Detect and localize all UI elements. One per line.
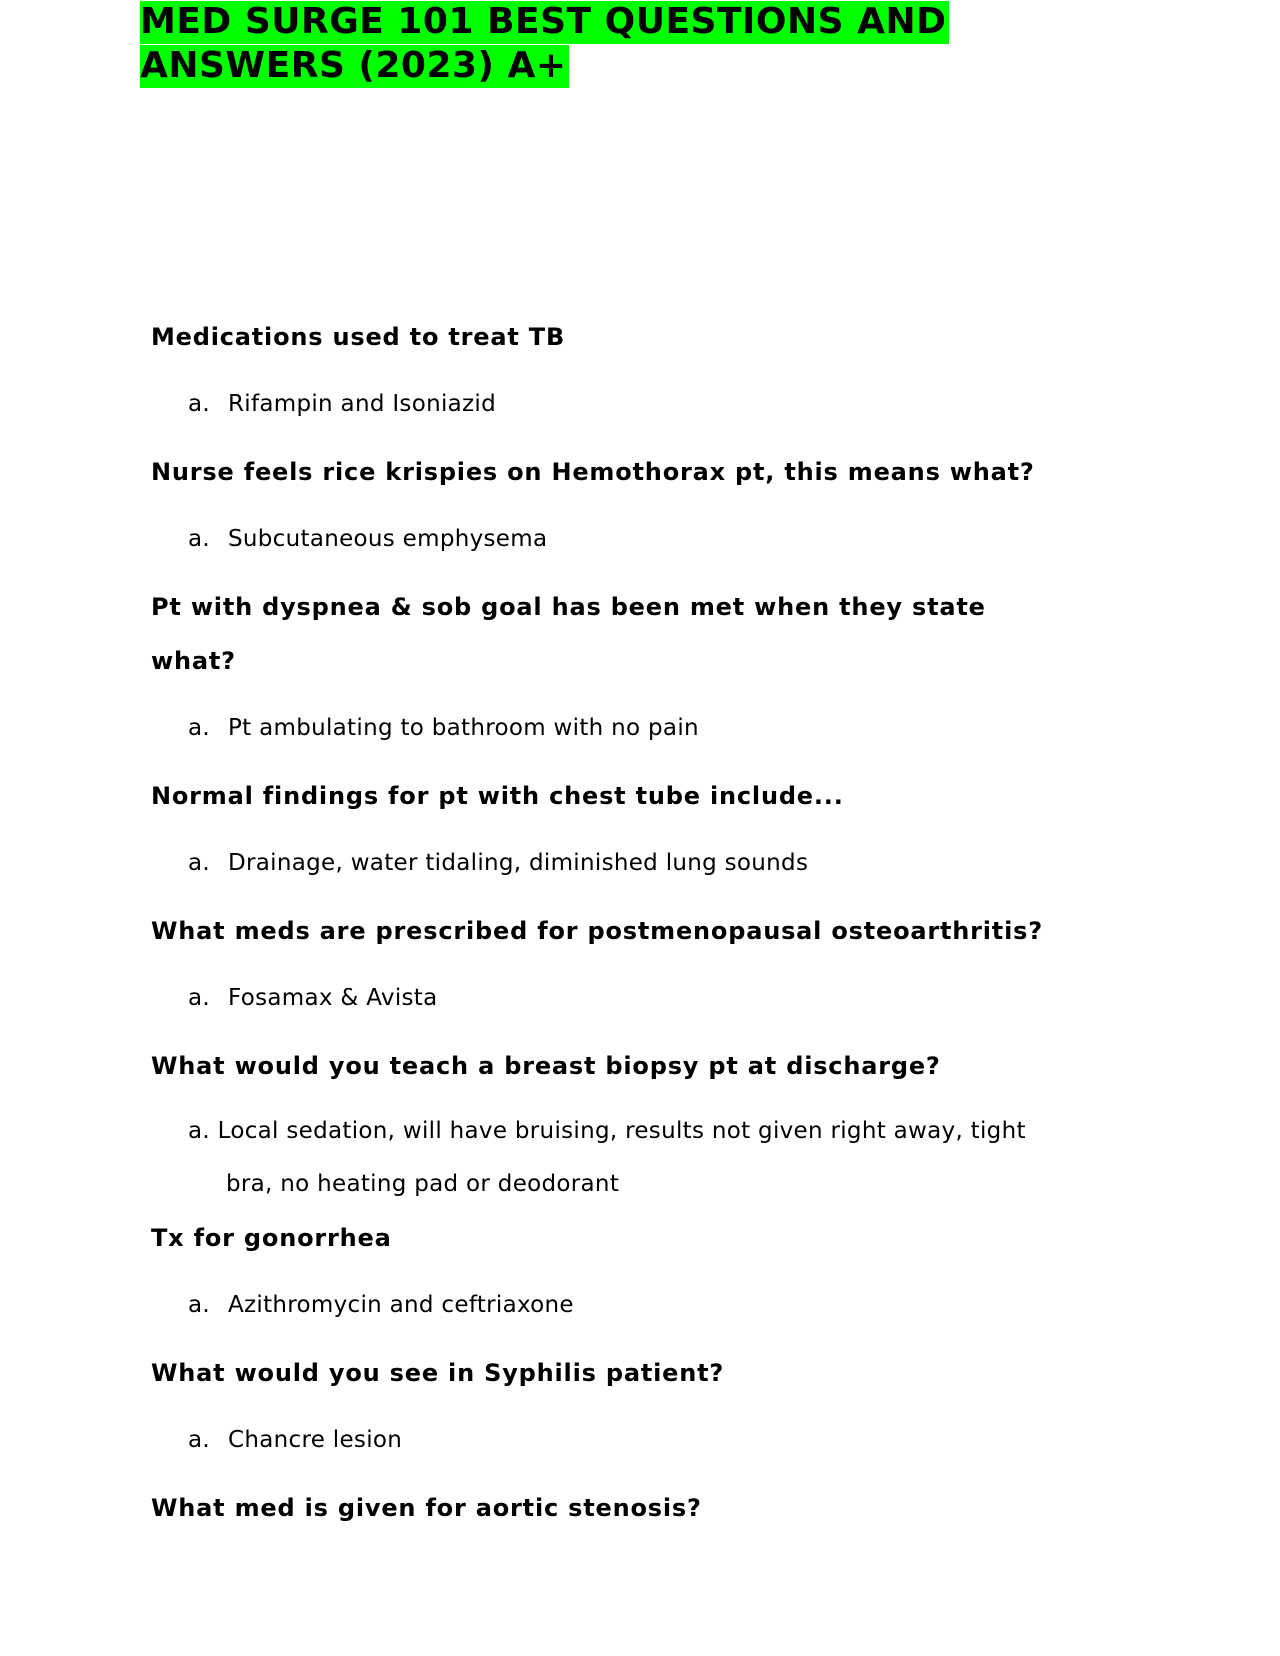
title-line-2: ANSWERS (2023) A+ — [140, 45, 567, 86]
answer-8 — [188, 1414, 1151, 1467]
answer-line-2: bra, no heating pad or deodorant — [226, 1171, 620, 1197]
answer-text: Azithromycin and ceftriaxone — [228, 1292, 574, 1318]
list-marker: a. — [188, 850, 211, 876]
list-marker: a. — [188, 985, 211, 1011]
answer-4 — [188, 837, 1151, 890]
answer-text: Fosamax & Avista — [228, 985, 438, 1011]
question-9: What med is given for aortic stenosis? — [151, 1494, 702, 1522]
list-marker: a. — [188, 1427, 211, 1453]
question-7: Tx for gonorrhea — [151, 1224, 392, 1252]
answer-2 — [188, 513, 1151, 566]
question-3 — [151, 580, 1151, 688]
answer-text: Pt ambulating to bathroom with no pain — [228, 715, 699, 741]
question-8: What would you see in Syphilis patient? — [151, 1359, 725, 1387]
list-marker: a. — [188, 1118, 211, 1144]
title-line-1: MED SURGE 101 BEST QUESTIONS AND — [140, 1, 947, 42]
answer-1 — [188, 378, 1151, 431]
list-marker: a. — [188, 526, 211, 552]
list-marker: a. — [188, 391, 211, 417]
question-4: Normal findings for pt with chest tube include... — [151, 782, 844, 810]
question-1: Medications used to treat TB — [151, 323, 566, 351]
answer-text: Subcutaneous emphysema — [228, 526, 548, 552]
answer-6 — [188, 1105, 1108, 1211]
question-6: What would you teach a breast biopsy pt at discharge? — [151, 1052, 941, 1080]
answer-text: Rifampin and Isoniazid — [228, 391, 496, 417]
answer-line-1: Local sedation, will have bruising, results not given right away, tight — [217, 1118, 1026, 1144]
list-marker: a. — [188, 715, 211, 741]
answer-7 — [188, 1279, 1151, 1332]
answer-5 — [188, 972, 1151, 1025]
answer-text: Chancre lesion — [228, 1427, 403, 1453]
document-title — [140, 0, 1000, 88]
question-line-2: what? — [151, 647, 236, 675]
answer-text: Drainage, water tidaling, diminished lung sounds — [228, 850, 809, 876]
title-highlight — [140, 1, 949, 88]
answer-3 — [188, 702, 1151, 755]
question-line-1: Pt with dyspnea & sob goal has been met when they state — [151, 593, 986, 621]
qa-list — [151, 310, 1151, 1535]
question-5: What meds are prescribed for postmenopausal osteoarthritis? — [151, 917, 1043, 945]
question-2: Nurse feels rice krispies on Hemothorax pt, this means what? — [151, 458, 1035, 486]
list-marker: a. — [188, 1292, 211, 1318]
